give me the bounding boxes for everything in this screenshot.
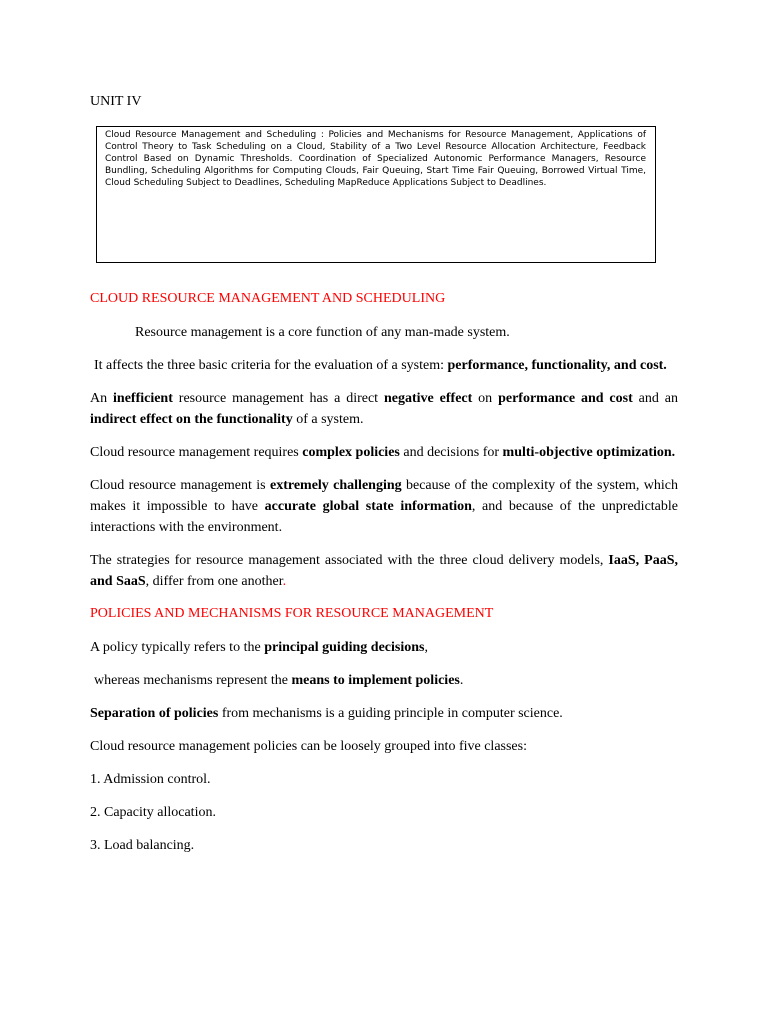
paragraph-policy-definition: A policy typically refers to the principal guiding decisions, bbox=[90, 640, 428, 655]
paragraph-mechanisms-definition: whereas mechanisms represent the means to implement policies. bbox=[94, 673, 464, 688]
paragraph-separation-of-policies: Separation of policies from mechanisms is a guiding principle in computer science. bbox=[90, 706, 563, 721]
list-item: 3. Load balancing. bbox=[90, 838, 195, 853]
list-item: 1. Admission control. bbox=[90, 772, 211, 787]
section-heading-cloud-resource-management: CLOUD RESOURCE MANAGEMENT AND SCHEDULING bbox=[90, 291, 446, 306]
section-heading-policies-and-mechanisms: POLICIES AND MECHANISMS FOR RESOURCE MANAGEMENT bbox=[90, 606, 494, 621]
paragraph-five-classes: Cloud resource management policies can be loosely grouped into five classes: bbox=[90, 739, 527, 754]
document-body bbox=[90, 92, 678, 868]
paragraph-core-function: Resource management is a core function of any man-made system. bbox=[135, 325, 510, 340]
paragraph-inefficient: An inefficient resource management has a direct negative effect on performance and cost and an indirect effect on the functionality of a system. bbox=[90, 391, 678, 427]
list-item: 2. Capacity allocation. bbox=[90, 805, 216, 820]
unit-title: UNIT IV bbox=[90, 94, 142, 109]
paragraph-basic-criteria: It affects the three basic criteria for the evaluation of a system: performance, functionality, and cost. bbox=[94, 358, 667, 373]
paragraph-complex-policies: Cloud resource management requires complex policies and decisions for multi-objective optimization. bbox=[90, 445, 676, 460]
paragraph-extremely-challenging: Cloud resource management is extremely challenging because of the complexity of the system, which makes it impossible to have accurate global state information, and because of the unpredictable interactions with the environment. bbox=[90, 478, 678, 535]
syllabus-box: Cloud Resource Management and Scheduling : Policies and Mechanisms for Resource Management, Applications of Control Theory to Task Scheduling on a Cloud, Stability of a Two Level Resource Allocation Architecture, Feedback Control Based on Dynamic Thresholds. Coordination of Specialized Autonomic Performance Managers, Resource Bundling, Scheduling Algorithms for Computing Clouds, Fair Queuing, Start Time Fair Queuing, Borrowed Virtual Time, Cloud Scheduling Subject to Deadlines, Scheduling MapReduce Applications Subject to Deadlines. bbox=[96, 126, 656, 263]
paragraph-delivery-models: The strategies for resource management associated with the three cloud delivery models, IaaS, PaaS, and SaaS, differ from one another. bbox=[90, 553, 678, 589]
